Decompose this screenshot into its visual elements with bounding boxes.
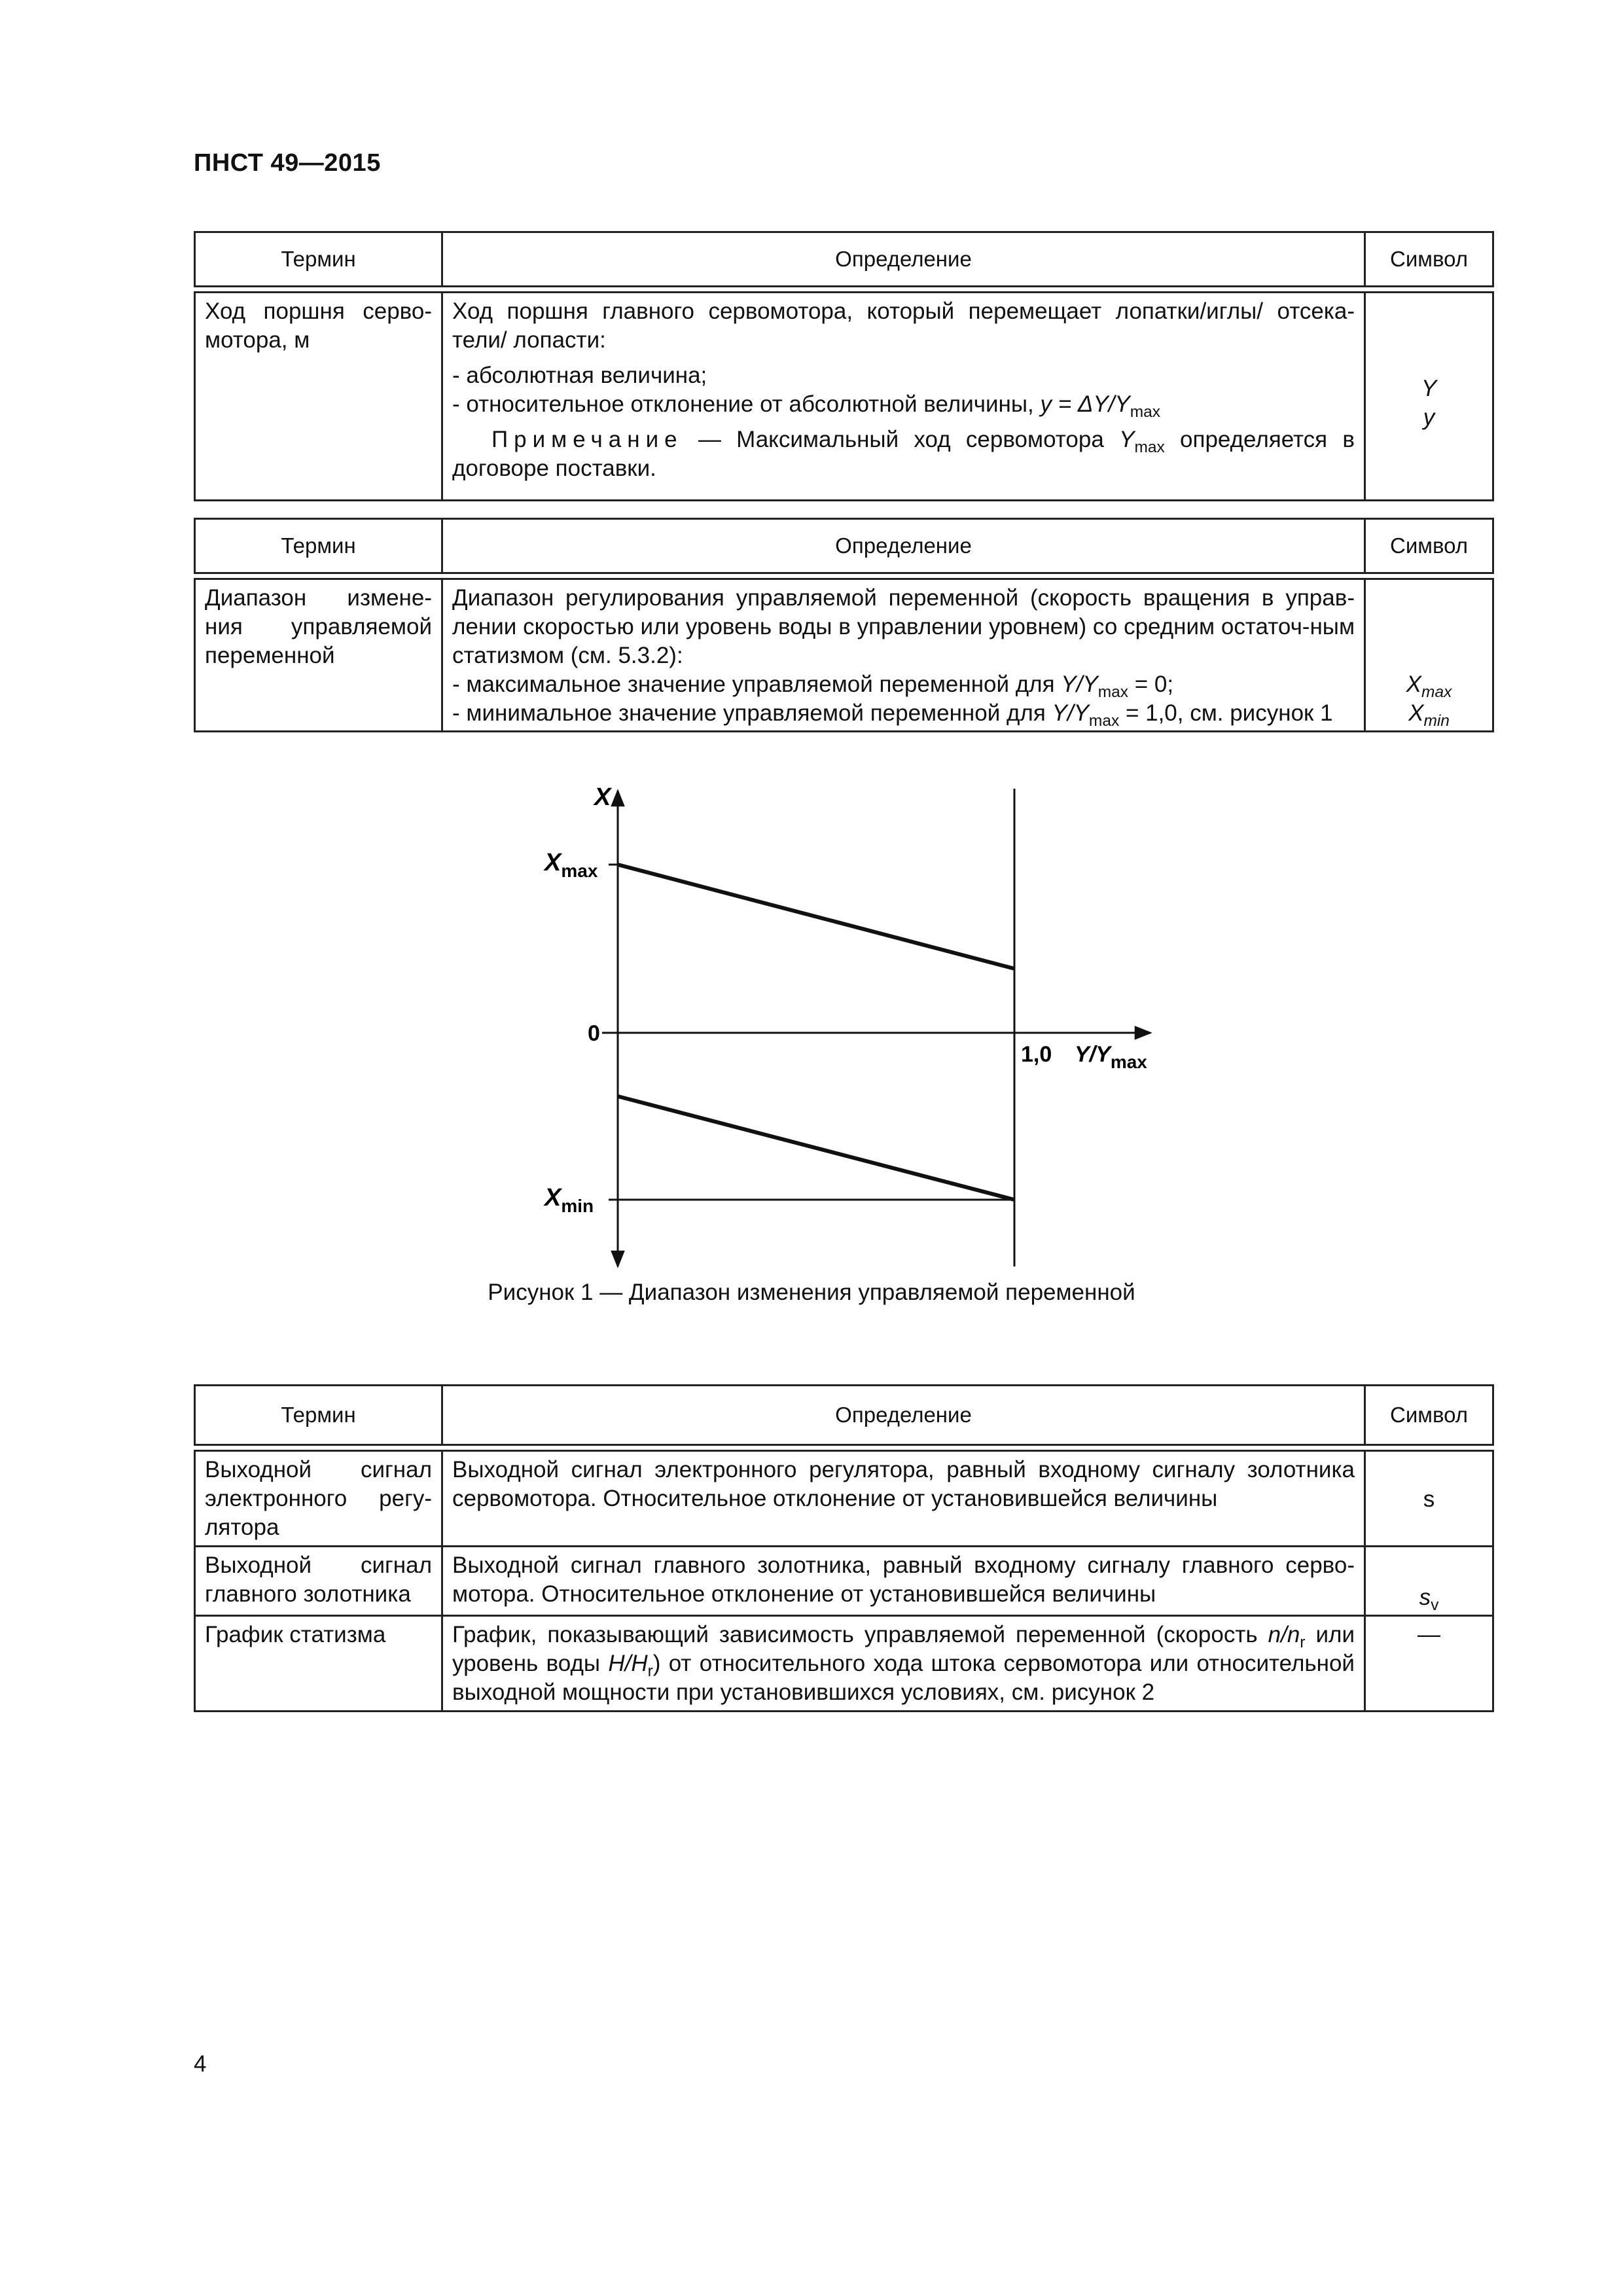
symbol-y: y — [1423, 404, 1435, 430]
symbol-cell: — — [1365, 1616, 1493, 1712]
y-axis-label: X — [594, 783, 611, 811]
header-definition: Определение — [442, 1386, 1365, 1445]
term-cell: Выходной сигнал главного золотника — [195, 1547, 442, 1616]
symbol-Y: Y — [1421, 376, 1437, 401]
symbol-cell: $s_v$ — [1365, 1547, 1493, 1616]
origin-label: 0 — [588, 1021, 600, 1046]
x-tick-label: 1,0 — [1021, 1042, 1052, 1067]
definition-intro: Диапазон регулирования управляемой переменной (скорость вращения в управ-лении скоростью или уровень воды в управлении уровнем) со средним остаточ-ным статизмом (см. 5.3.2): — [452, 585, 1355, 668]
header-term: Термин — [195, 232, 442, 287]
lower-droop-line — [618, 1096, 1014, 1200]
page-number: 4 — [194, 2051, 207, 2077]
term-cell: График статизма — [195, 1616, 442, 1712]
header-symbol: Символ — [1365, 519, 1493, 573]
term-cell: Выходной сигнал электронного регу-лятора — [195, 1451, 442, 1547]
table-row — [195, 1547, 1493, 1616]
item-min: - минимальное значение управляемой переменной для $Y/Y_{max} = 1,0$, см. рисунок 1 — [452, 700, 1333, 730]
item-absolute: - абсолютная величина; — [452, 363, 707, 388]
symbol-cell — [1365, 293, 1493, 501]
xmax-label: $X_{max}$ — [544, 849, 598, 881]
header-definition: Определение — [442, 519, 1365, 573]
definition-intro: Ход поршня главного сервомотора, который перемещает лопатки/иглы/ отсека-тели/ лопасти: — [452, 298, 1355, 353]
header-symbol: Символ — [1365, 1386, 1493, 1445]
terms-table-1 — [194, 231, 1494, 501]
item-max: - максимальное значение управляемой переменной для $Y/Y_{max} = 0$; — [452, 672, 1174, 701]
table-header-row — [195, 232, 1493, 287]
header-definition: Определение — [442, 232, 1365, 287]
table-header-row — [195, 1386, 1493, 1445]
definition-cell — [442, 293, 1365, 501]
header-symbol: Символ — [1365, 232, 1493, 287]
symbol-xmax: $X_{max}$ — [1406, 672, 1452, 701]
x-axis-label: $Y/Y_{max}$ — [1075, 1042, 1147, 1072]
definition-cell — [442, 579, 1365, 732]
definition-items — [452, 361, 1355, 419]
header-term: Термин — [195, 519, 442, 573]
note: Примечание — Максимальный ход сервомотора $Y_{max}$ определяется в договоре поставки. — [452, 427, 1355, 481]
definition-cell: Выходной сигнал главного золотника, равный входному сигналу главного серво-мотора. Относительное отклонение от установившейся величины — [442, 1547, 1365, 1616]
symbol-xmin: $X_{min}$ — [1408, 700, 1450, 730]
symbol-cell: s — [1365, 1451, 1493, 1547]
terms-table-3 — [194, 1384, 1494, 1712]
table-header-row — [195, 519, 1493, 573]
header-term: Термин — [195, 1386, 442, 1445]
definition-cell: График, показывающий зависимость управляемой переменной (скорость $n/n_r$ или уровень воды $H/H_r$) от относительного хода штока сервомотора или относительной выходной мощности при установившихся условиях, см. рисунок 2 — [442, 1616, 1365, 1712]
table-row — [195, 579, 1493, 732]
definition-cell: Выходной сигнал электронного регулятора, равный входному сигналу золотника сервомотора. Относительное отклонение от установившейся величины — [442, 1451, 1365, 1547]
terms-table-2 — [194, 518, 1494, 732]
upper-droop-line — [618, 865, 1014, 969]
xmin-label: $X_{min}$ — [544, 1184, 594, 1216]
table-row — [195, 1616, 1493, 1712]
figure-caption: Рисунок 1 — Диапазон изменения управляемой переменной — [488, 1280, 1135, 1305]
figure-1-diagram — [510, 779, 1165, 1276]
table-row — [195, 1451, 1493, 1547]
symbol-cell — [1365, 579, 1493, 732]
document-code: ПНСТ 49—2015 — [194, 149, 381, 177]
term-cell: Ход поршня серво-мотора, м — [195, 293, 442, 501]
table-row — [195, 293, 1493, 501]
term-cell: Диапазон измене-ния управляемой переменной — [195, 579, 442, 732]
item-relative: - относительное отклонение от абсолютной величины, $y = \Delta Y/Y_{max}$ — [452, 391, 1161, 421]
